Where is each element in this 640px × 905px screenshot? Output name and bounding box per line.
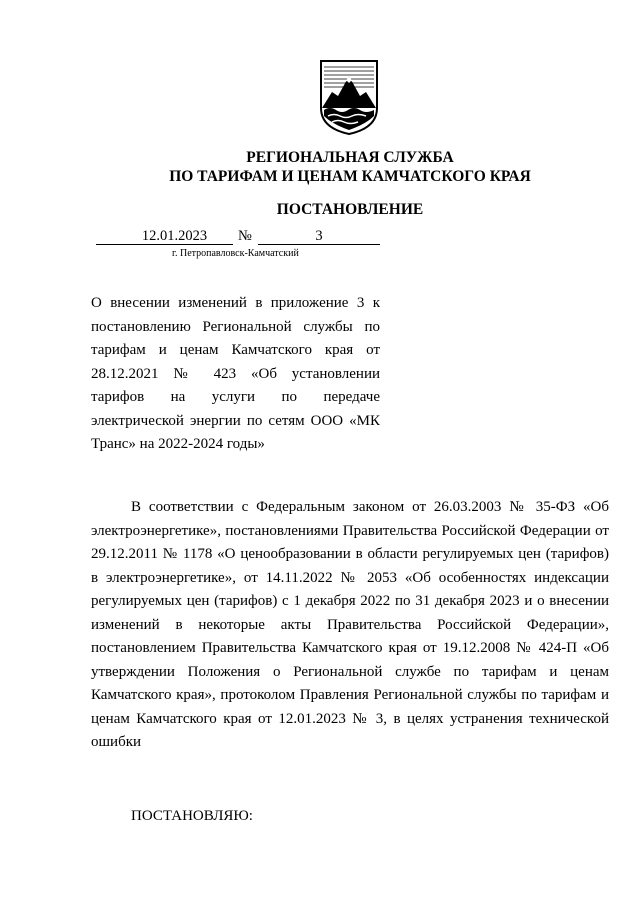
- document-number: 3: [258, 228, 380, 245]
- preamble-paragraph: В соответствии с Федеральным законом от 26.03.2003 № 35-ФЗ «Об электроэнергетике», постановлениями Правительства Российской Федерации от 29.12.2011 № 1178 «О ценообразовании в области регулируемых цен (тарифов) в электроэнергетике», от 14.11.2022 № 2053 «Об особенностях индексации регулируемых цен (тарифов) с 1 декабря 2022 по 31 декабря 2023 и о внесении изменений в некоторые акты Правительства Российской Федерации», постановлением Правительства Камчатского края от 19.12.2008 № 424-П «Об утверждении Положения о Региональной службе по тарифам и ценам Камчатского края», протоколом Правления Региональной службы по тарифам и ценам Камчатского края от 12.01.2023 № 3, в целях устранения технической ошибки: [91, 499, 609, 750]
- number-sign: №: [238, 228, 252, 244]
- city-label: г. Петропавловск-Камчатский: [172, 248, 299, 259]
- organization-name: [0, 148, 640, 186]
- document-subject: О внесении изменений в приложение 3 к постановлению Региональной службы по тарифам и ценам Камчатского края от 28.12.2021 № 423 «Об установлении тарифов на услуги по передаче электрической энергии по сетям ООО «МК Транс» на 2022-2024 годы»: [91, 295, 380, 452]
- document-type-title: ПОСТАНОВЛЕНИЕ: [276, 201, 424, 218]
- organization-name-line2: ПО ТАРИФАМ И ЦЕНАМ КАМЧАТСКОГО КРАЯ: [169, 168, 531, 185]
- kamchatka-coat-of-arms-icon: [318, 58, 380, 136]
- document-date: 12.01.2023: [96, 228, 233, 245]
- decree-heading: ПОСТАНОВЛЯЮ:: [131, 808, 253, 824]
- organization-name-line1: РЕГИОНАЛЬНАЯ СЛУЖБА: [246, 149, 454, 166]
